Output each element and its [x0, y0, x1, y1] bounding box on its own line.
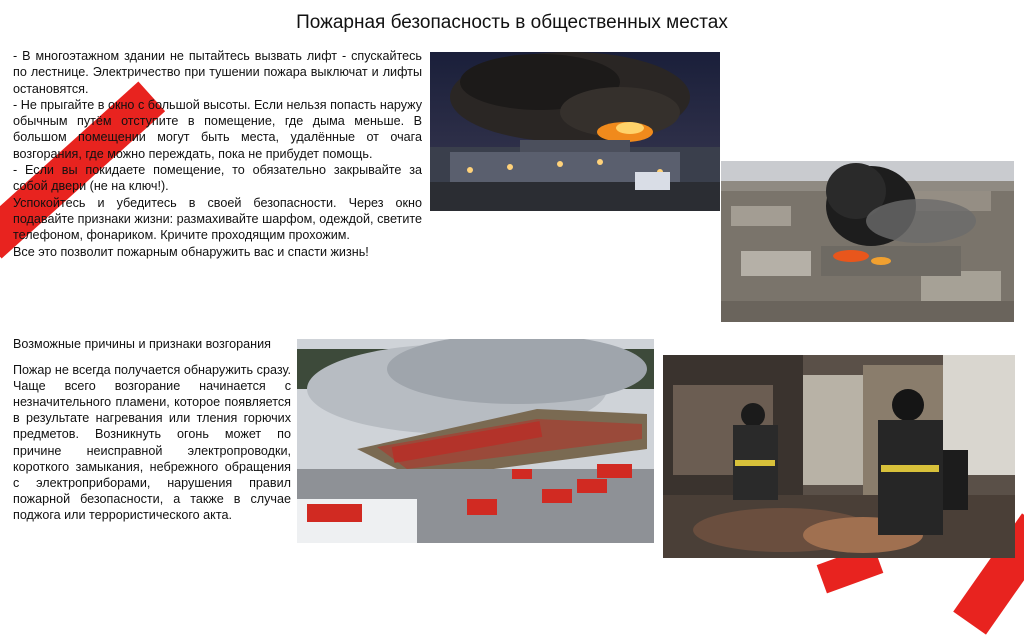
instruction-doors: - Если вы покидаете помещение, то обязательно закрывайте за собой двери (не на ключ!). — [13, 163, 422, 194]
slide-title: Пожарная безопасность в общественных местах — [296, 12, 728, 33]
safety-instructions — [13, 48, 422, 260]
instruction-elevator: - В многоэтажном здании не пытайтесь вызвать лифт - спускайтесь по лестнице. Электричество при тушении пожара выключат и лифты остановятся. — [13, 49, 422, 96]
causes-heading: Возможные причины и признаки возгорания — [13, 337, 271, 351]
photo-night-fire — [430, 52, 720, 211]
causes-text: Пожар не всегда получается обнаружить сразу. Чаще всего возгорание начинается с незначительного пламени, которое появляется в результате нагревания или тления горючих предметов. Возникнуть огонь может по причине неисправной электропроводки, короткого замыкания, небрежного обращения с электроприборами, нарушения правил пожарной безопасности, а также в случае поджога или террористического акта. — [13, 363, 291, 522]
photo-mall-fire-winter — [297, 339, 654, 543]
photo-aerial-fire — [721, 161, 1014, 322]
instruction-signals: Успокойтесь и убедитесь в своей безопасности. Через окно подавайте признаки жизни: размахивайте шарфом, одеждой, светите телефоном, фонариком. Кричите проходящим прохожим. — [13, 195, 422, 243]
instruction-conclusion: Все это позволит пожарным обнаружить вас и спасти жизнь! — [13, 244, 369, 259]
instruction-window: - Не прыгайте в окно с большой высоты. Если нельзя попасть наружу обычным путём отступите в помещение, где дыма меньше. В большом помещении могут быть места, удалённые от очага возгорания, где можно переждать, пока не прибудет помощь. — [13, 97, 422, 161]
photo-firefighters-inside — [663, 355, 1015, 558]
causes-box — [13, 336, 291, 523]
